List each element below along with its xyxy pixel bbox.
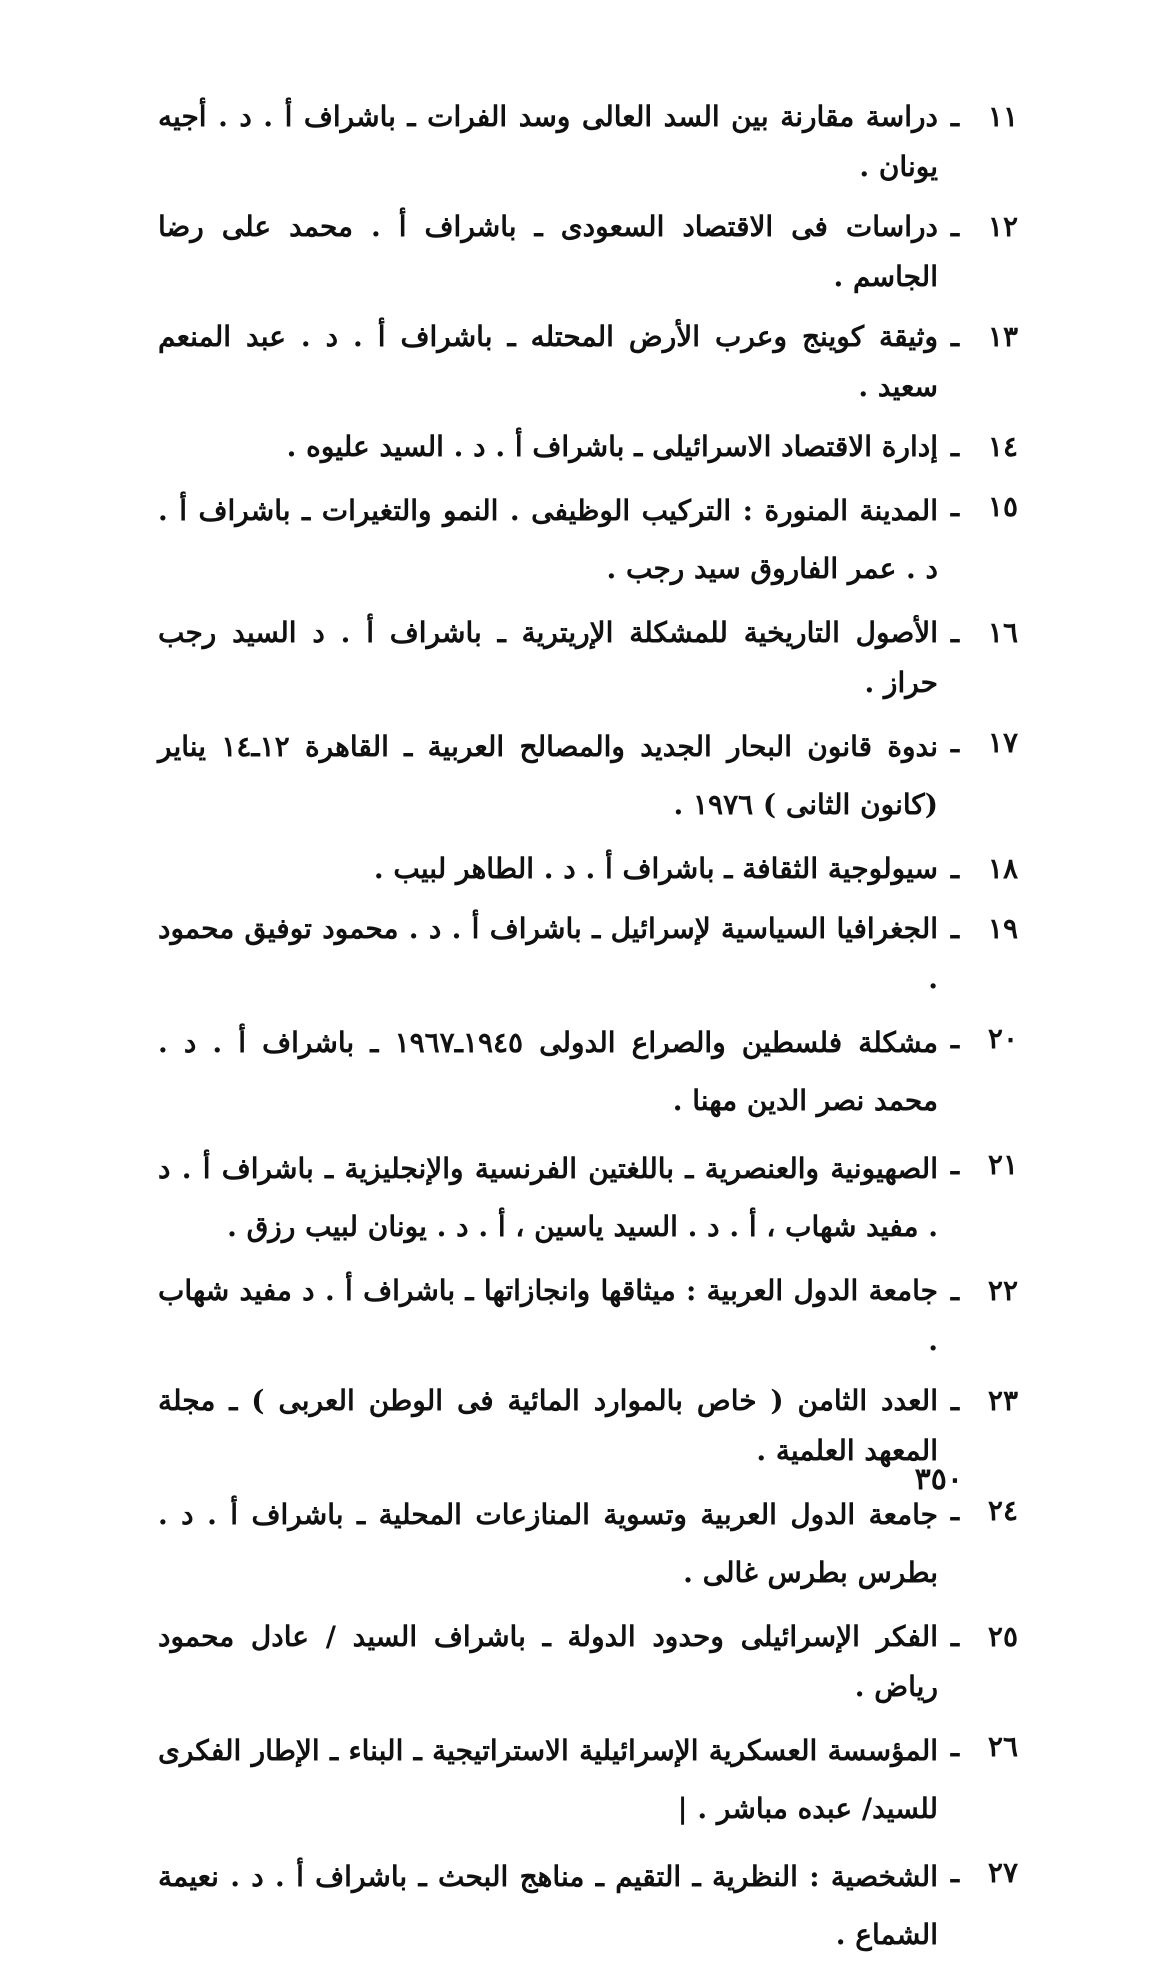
item-dash: ـ — [950, 1022, 960, 1055]
item-dash: ـ — [950, 1620, 960, 1653]
item-text: الأصول التاريخية للمشكلة الإريترية ـ باشراف أ . د السيد رجب حراز . — [158, 616, 938, 699]
item-number: ١٦ — [987, 616, 1018, 649]
item-text: الشخصية : النظرية ـ التقيم ـ مناهج البحث ـ باشراف أ . د . نعيمة الشماع . — [158, 1860, 938, 1951]
publication-list — [158, 92, 1018, 1974]
item-text: إدارة الاقتصاد الاسرائيلى ـ باشراف أ . د . السيد عليوه . — [286, 430, 938, 463]
item-text: سيولوجية الثقافة ـ باشراف أ . د . الطاهر لبيب . — [373, 852, 938, 885]
item-text: دراسات فى الاقتصاد السعودى ـ باشراف أ . محمد على رضا الجاسم . — [158, 210, 938, 293]
item-number: ١٥ — [987, 490, 1018, 523]
item-dash: ـ — [950, 616, 960, 649]
list-item — [158, 422, 1018, 472]
list-item — [158, 1848, 1018, 1964]
item-number: ١٧ — [987, 726, 1018, 759]
list-item — [158, 1376, 1018, 1476]
item-number: ٢٦ — [987, 1730, 1018, 1763]
item-number: ٢٠ — [987, 1022, 1018, 1055]
list-item — [158, 1266, 1018, 1366]
item-number: ٢٣ — [987, 1384, 1018, 1417]
item-text: العدد الثامن ( خاص بالموارد المائية فى الوطن العربى ) ـ مجلة المعهد العلمية . — [158, 1384, 938, 1467]
list-item — [158, 1486, 1018, 1602]
page-number: ٣٥٠ — [914, 1462, 963, 1497]
item-number: ١٤ — [987, 430, 1018, 463]
item-text: المؤسسة العسكرية الإسرائيلية الاستراتيجية ـ البناء ـ الإطار الفكرى للسيد/ عبده مباشر . | — [158, 1734, 938, 1825]
item-dash: ـ — [950, 490, 960, 523]
item-text: الفكر الإسرائيلى وحدود الدولة ـ باشراف السيد / عادل محمود رياض . — [158, 1620, 938, 1703]
item-text: جامعة الدول العربية : ميثاقها وانجازاتها ـ باشراف أ . د مفيد شهاب . — [158, 1274, 938, 1357]
item-text: جامعة الدول العربية وتسوية المنازعات المحلية ـ باشراف أ . د . بطرس بطرس غالى . — [158, 1498, 938, 1589]
item-number: ٢٥ — [987, 1620, 1018, 1653]
item-dash: ـ — [950, 1494, 960, 1527]
list-item — [158, 1140, 1018, 1256]
item-dash: ـ — [950, 100, 960, 133]
list-item — [158, 1014, 1018, 1130]
item-dash: ـ — [950, 1384, 960, 1417]
list-item — [158, 718, 1018, 834]
list-item — [158, 482, 1018, 598]
item-number: ١٨ — [987, 852, 1018, 885]
list-item — [158, 844, 1018, 894]
item-dash: ـ — [950, 912, 960, 945]
item-dash: ـ — [950, 430, 960, 463]
item-number: ١٩ — [987, 912, 1018, 945]
item-number: ١٢ — [987, 210, 1018, 243]
list-item — [158, 904, 1018, 1004]
item-number: ٢٧ — [987, 1856, 1018, 1889]
item-dash: ـ — [950, 1856, 960, 1889]
item-dash: ـ — [950, 1148, 960, 1181]
list-item — [158, 1722, 1018, 1838]
item-dash: ـ — [950, 852, 960, 885]
list-item — [158, 312, 1018, 412]
item-text: ندوة قانون البحار الجديد والمصالح العربية ـ القاهرة ١٢ـ١٤ يناير (كانون الثانى ) ١٩٧٦ . — [158, 730, 939, 821]
item-number: ١٣ — [987, 320, 1018, 353]
item-dash: ـ — [950, 1274, 960, 1307]
item-number: ٢١ — [987, 1148, 1018, 1181]
item-dash: ـ — [950, 210, 960, 243]
item-dash: ـ — [950, 726, 960, 759]
item-number: ١١ — [987, 100, 1018, 133]
item-text: الصهيونية والعنصرية ـ باللغتين الفرنسية والإنجليزية ـ باشراف أ . د . مفيد شهاب ، أ . د . السيد ياسين ، أ . د . يونان لبيب رزق . — [158, 1152, 938, 1243]
item-text: وثيقة كوينج وعرب الأرض المحتله ـ باشراف أ . د . عبد المنعم سعيد . — [158, 320, 938, 403]
item-text: مشكلة فلسطين والصراع الدولى ١٩٤٥ـ١٩٦٧ ـ باشراف أ . د . محمد نصر الدين مهنا . — [158, 1026, 938, 1117]
item-number: ٢٤ — [987, 1494, 1018, 1527]
item-text: المدينة المنورة : التركيب الوظيفى . النمو والتغيرات ـ باشراف أ . د . عمر الفاروق سيد رجب . — [158, 494, 938, 585]
item-dash: ـ — [950, 1730, 960, 1763]
item-dash: ـ — [950, 320, 960, 353]
item-text: الجغرافيا السياسية لإسرائيل ـ باشراف أ . د . محمود توفيق محمود . — [158, 912, 938, 995]
list-item — [158, 202, 1018, 302]
item-number: ٢٢ — [987, 1274, 1018, 1307]
list-item — [158, 1612, 1018, 1712]
list-item — [158, 608, 1018, 708]
list-item — [158, 92, 1018, 192]
item-text: دراسة مقارنة بين السد العالى وسد الفرات ـ باشراف أ . د . أجيه يونان . — [158, 100, 938, 183]
